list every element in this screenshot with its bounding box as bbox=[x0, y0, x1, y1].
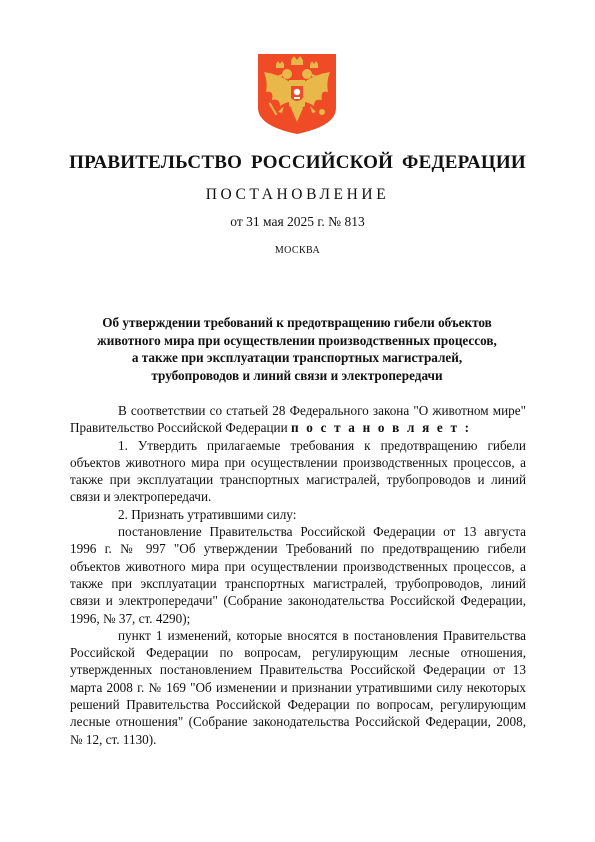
document-date: от 31 мая 2025 г. № 813 bbox=[230, 214, 365, 229]
document-city: МОСКВА bbox=[274, 245, 321, 256]
body-paragraph: 1. Утвердить прилагаемые требования к предотвращению гибели объектов животного мира при осуществлении производственных процессов, а также при эксплуатации транспортных магистралей, трубопроводов и линий связи и электропередачи. bbox=[70, 437, 526, 505]
intro-text: В соответствии со статьей 28 Федерального закона "О животном мире" Правительство Российской Федерации bbox=[70, 403, 526, 436]
russian-coat-of-arms-icon bbox=[256, 52, 338, 136]
body-paragraph: постановление Правительства Российской Федерации от 13 августа 1996 г. № 997 "Об утверждении Требований по предотвращению гибели объектов животного мира при осуществлении производственных процессов, а также при эксплуатации транспортных магистралей, трубопроводов, линий связи и электропередачи" (Собрание законодательства Российской Федерации, 1996, № 37, ст. 4290); bbox=[70, 524, 526, 626]
heading-line: животного мира при осуществлении производственных процессов, bbox=[97, 332, 497, 348]
decree-word: п о с т а н о в л я е т : bbox=[290, 420, 472, 436]
document-heading bbox=[64, 314, 530, 384]
heading-line: трубопроводов и линий связи и электропередачи bbox=[151, 367, 443, 383]
document-body bbox=[70, 402, 526, 748]
heading-line: а также при эксплуатации транспортных магистралей, bbox=[131, 350, 463, 365]
government-title: ПРАВИТЕЛЬСТВО РОССИЙСКОЙ ФЕДЕРАЦИИ bbox=[69, 152, 526, 173]
body-paragraph: 2. Признать утратившими силу: bbox=[118, 506, 297, 522]
intro-paragraph bbox=[70, 402, 526, 437]
heading-line: Об утверждении требований к предотвращению гибели объектов bbox=[102, 315, 492, 330]
document-type: ПОСТАНОВЛЕНИЕ bbox=[205, 186, 390, 203]
body-paragraph: пункт 1 изменений, которые вносятся в постановления Правительства Российской Федерации по вопросам, регулирующим лесные отношения, утвержденных постановлением Правительства Российской Федерации от 13 марта 2008 г. № 169 "Об изменении и признании утратившими силу некоторых решений Правительства Российской Федерации по вопросам, регулирующим лесные отношения" (Собрание законодательства Российской Федерации, 2008, № 12, ст. 1130). bbox=[70, 627, 526, 747]
